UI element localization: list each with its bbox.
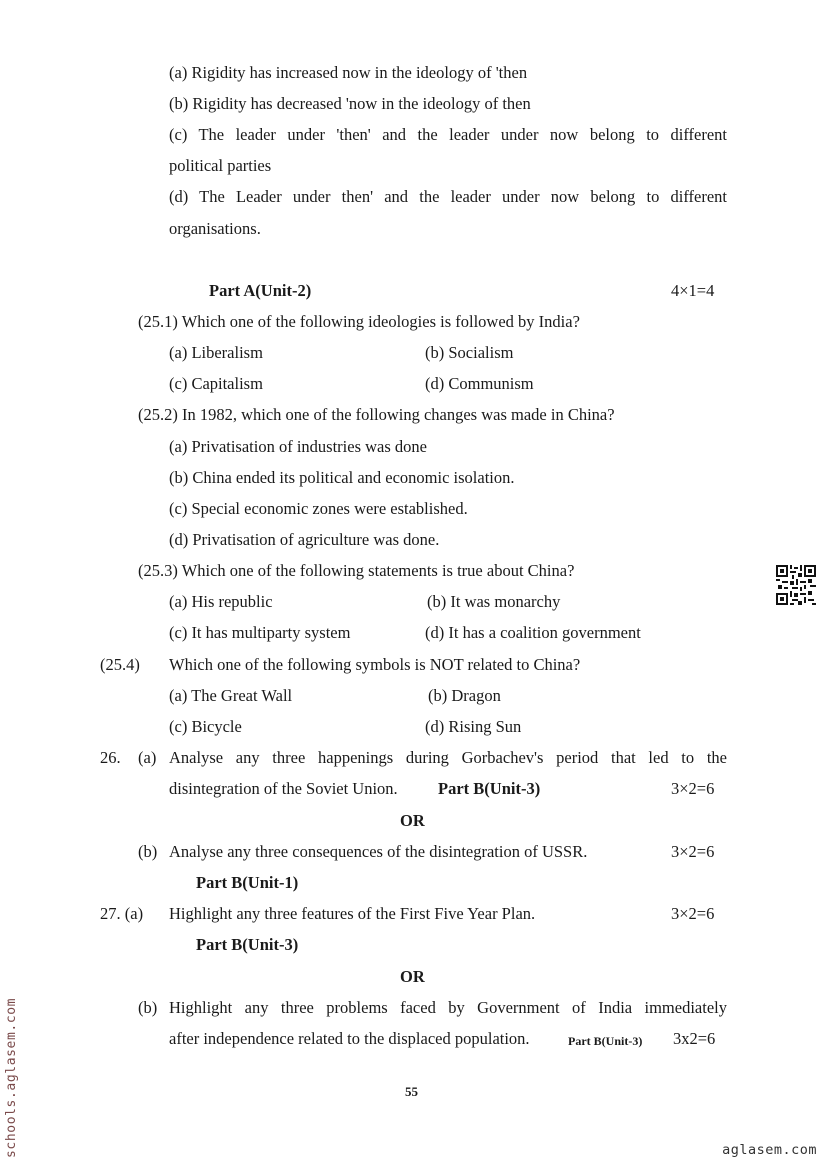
q25-4-question: Which one of the following symbols is NOT related to China? xyxy=(169,655,581,674)
q25-4-option-c: (c) Bicycle xyxy=(169,717,242,736)
part-a-marks: 4×1=4 xyxy=(671,281,715,300)
bottom-watermark: aglasem.com xyxy=(722,1142,817,1158)
q25-1-option-b: (b) Socialism xyxy=(425,343,514,362)
q26-a-marks: 3×2=6 xyxy=(671,779,715,798)
q27-number: 27. (a) xyxy=(100,904,144,923)
q27-b-line2: after independence related to the displaced population. xyxy=(169,1029,530,1048)
q25-2-question: (25.2) In 1982, which one of the following changes was made in China? xyxy=(138,405,615,424)
q26-a-label: (a) xyxy=(138,748,157,767)
q26-number: 26. xyxy=(100,748,121,767)
q25-2-option-c: (c) Special economic zones were established. xyxy=(169,499,468,518)
q26-a-part: Part B(Unit-3) xyxy=(438,779,541,798)
q26-a-line1: Analyse any three happenings during Gorbachev's period that led to the xyxy=(169,748,727,767)
q26-b-label: (b) xyxy=(138,842,158,861)
q25-4-option-d: (d) Rising Sun xyxy=(425,717,522,736)
q27-b-line1: Highlight any three problems faced by Government of India immediately xyxy=(169,998,727,1017)
qr-code-icon xyxy=(776,565,816,605)
q27-a-text: Highlight any three features of the First Five Year Plan. xyxy=(169,904,536,923)
q26-or: OR xyxy=(400,811,425,830)
q25-2-option-d: (d) Privatisation of agriculture was done. xyxy=(169,530,440,549)
q27-b-part: Part B(Unit-3) xyxy=(568,1034,643,1048)
q25-3-question: (25.3) Which one of the following statements is true about China? xyxy=(138,561,575,580)
q27-b-label: (b) xyxy=(138,998,158,1017)
q24-option-d-line1: (d) The Leader under then' and the leader under now belong to different xyxy=(169,187,727,206)
q26-a-line2: disintegration of the Soviet Union. xyxy=(169,779,398,798)
q25-2-option-b: (b) China ended its political and economic isolation. xyxy=(169,468,515,487)
q24-option-b: (b) Rigidity has decreased 'now in the ideology of then xyxy=(169,94,531,113)
q24-option-d-line2: organisations. xyxy=(169,219,261,238)
side-watermark: schools.aglasem.com xyxy=(4,997,19,1158)
q26-b-text: Analyse any three consequences of the disintegration of USSR. xyxy=(169,842,588,861)
q24-option-c-line1: (c) The leader under 'then' and the leader under now belong to different xyxy=(169,125,727,144)
q25-2-option-a: (a) Privatisation of industries was done xyxy=(169,437,427,456)
q25-1-option-a: (a) Liberalism xyxy=(169,343,263,362)
q27-a-part: Part B(Unit-3) xyxy=(196,935,299,954)
q27-or: OR xyxy=(400,967,425,986)
q25-4-number: (25.4) xyxy=(100,655,140,674)
q25-4-option-b: (b) Dragon xyxy=(428,686,501,705)
q24-option-a: (a) Rigidity has increased now in the ideology of 'then xyxy=(169,63,528,82)
q25-3-option-b: (b) It was monarchy xyxy=(427,592,561,611)
q26-b-marks: 3×2=6 xyxy=(671,842,715,861)
q25-3-option-a: (a) His republic xyxy=(169,592,273,611)
page-number: 55 xyxy=(405,1084,418,1099)
part-a-heading: Part A(Unit-2) xyxy=(209,281,312,300)
q27-a-marks: 3×2=6 xyxy=(671,904,715,923)
q25-1-question: (25.1) Which one of the following ideologies is followed by India? xyxy=(138,312,580,331)
q25-4-option-a: (a) The Great Wall xyxy=(169,686,293,705)
q24-option-c-line2: political parties xyxy=(169,156,272,175)
q27-pre-part: Part B(Unit-1) xyxy=(196,873,299,892)
q25-3-option-c: (c) It has multiparty system xyxy=(169,623,351,642)
q25-3-option-d: (d) It has a coalition government xyxy=(425,623,641,642)
q25-1-option-c: (c) Capitalism xyxy=(169,374,263,393)
q25-1-option-d: (d) Communism xyxy=(425,374,534,393)
q27-b-marks: 3x2=6 xyxy=(673,1029,716,1048)
